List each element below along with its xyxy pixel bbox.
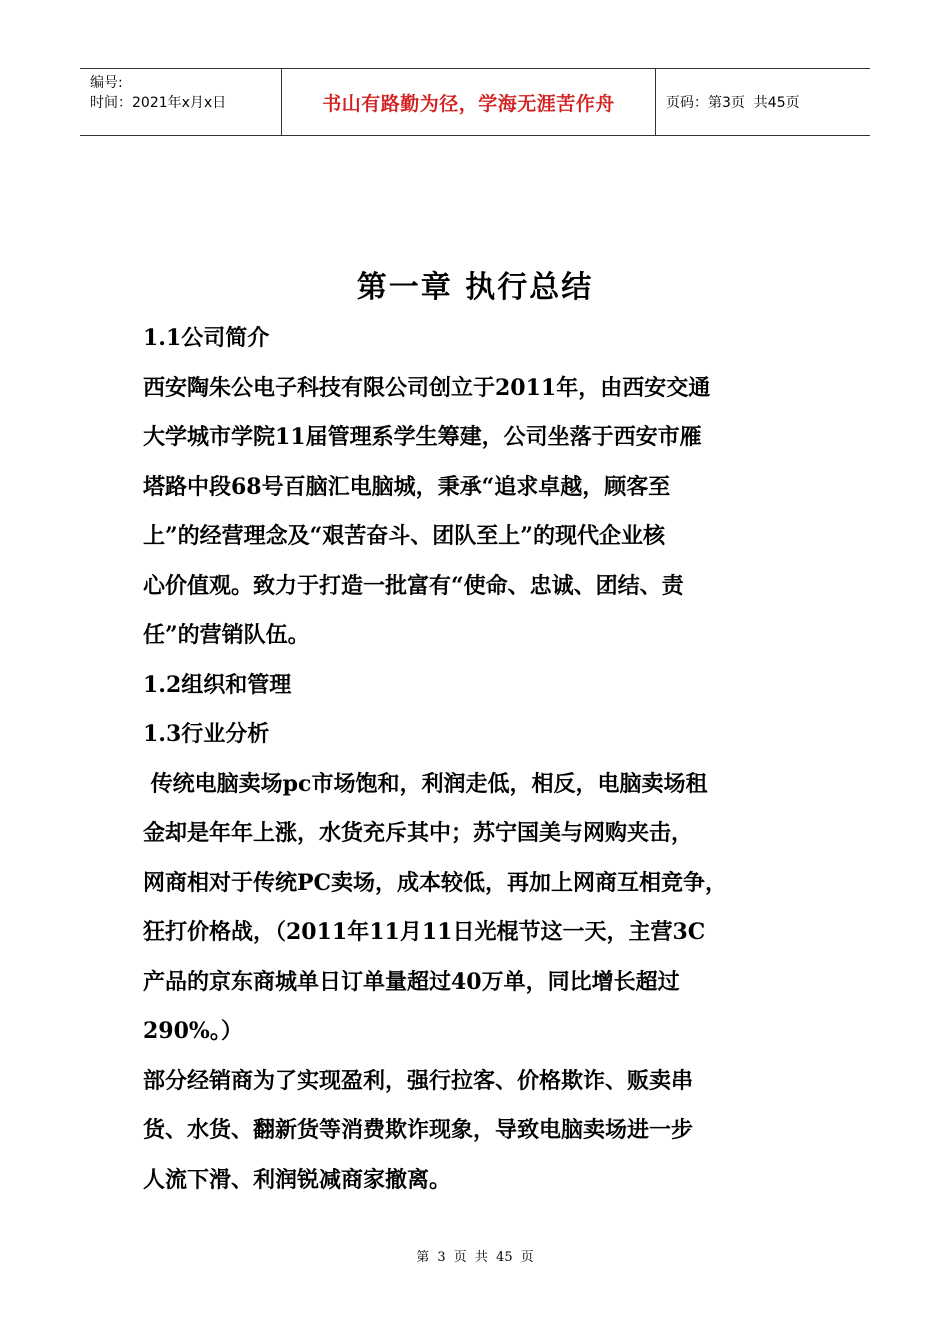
section-heading: 1.2组织和管理 <box>143 671 292 698</box>
header-motto: 书山有路勤为径，学海无涯苦作舟 <box>282 69 656 135</box>
page-footer: 第 3 页 共 45 页 <box>416 1250 534 1265</box>
paragraph-line: 金却是年年上涨，水货充斥其中；苏宁国美与网购夹击， <box>143 820 694 846</box>
section-heading: 1.3行业分析 <box>143 721 270 747</box>
paragraph-line: 货、水货、翻新货等消费欺诈现象，导致电脑卖场进一步 <box>143 1117 694 1143</box>
section-heading: 1.1公司简介 <box>143 325 270 351</box>
paragraph-line: 塔路中段68号百脑汇电脑城，秉承“追求卓越，顾客至 <box>143 473 671 500</box>
paragraph-line: 人流下滑、利润锐减商家撤离。 <box>143 1166 452 1193</box>
paragraph-line: 任”的营销队伍。 <box>143 622 310 648</box>
paragraph-line: 部分经销商为了实现盈利，强行拉客、价格欺诈、贩卖串 <box>143 1067 694 1094</box>
page-header <box>80 68 870 136</box>
header-meta <box>80 69 282 135</box>
paragraph-line: 狂打价格战，（2011年11月11日光棍节这一天，主营3C <box>143 919 706 945</box>
paragraph-line: 290%。） <box>143 1018 243 1044</box>
document-number-label: 编号: <box>90 75 123 91</box>
document-date: 时间：2021年x月x日 <box>90 95 227 111</box>
paragraph-line: 上”的经营理念及“艰苦奋斗、团队至上”的现代企业核 <box>143 523 665 549</box>
paragraph-line: 产品的京东商城单日订单量超过40万单，同比增长超过 <box>143 968 680 995</box>
paragraph-line: 西安陶朱公电子科技有限公司创立于2011年，由西安交通 <box>143 374 711 401</box>
paragraph-line: 心价值观。致力于打造一批富有“使命、忠诚、团结、责 <box>143 572 684 599</box>
paragraph-line: 传统电脑卖场pc市场饱和，利润走低，相反，电脑卖场租 <box>143 770 708 797</box>
header-page-number: 页码：第3页 共45页 <box>666 95 800 111</box>
header-page-info <box>656 69 870 135</box>
body-text <box>143 314 823 1205</box>
paragraph-line: 网商相对于传统PC卖场，成本较低，再加上网商互相竞争， <box>143 869 728 896</box>
chapter-title: 第一章 执行总结 <box>356 270 594 305</box>
paragraph-line: 大学城市学院11届管理系学生筹建，公司坐落于西安市雁 <box>143 424 702 450</box>
